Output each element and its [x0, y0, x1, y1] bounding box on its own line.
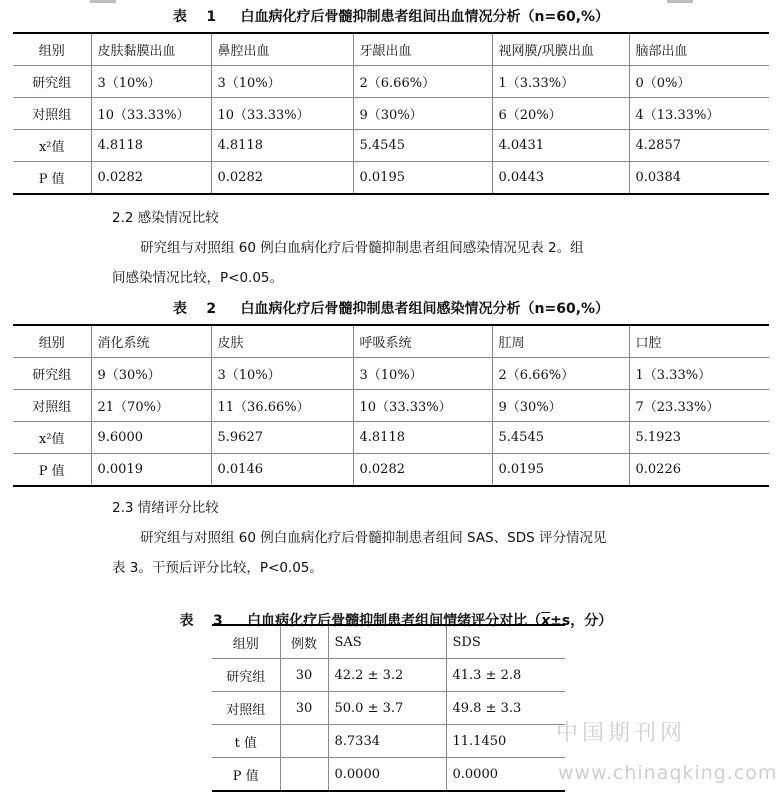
table-cell: 2（6.66%） [353, 66, 492, 98]
table-cell: 9（30%） [91, 358, 211, 390]
section22-heading: 2.2 感染情况比较 [112, 210, 219, 226]
table-cell: P 值 [212, 758, 280, 792]
table-cell: 对照组 [13, 98, 91, 130]
table3-header-row [212, 625, 565, 659]
table-cell: 9（30%） [353, 98, 492, 130]
table-cell: 4（13.33%） [629, 98, 769, 130]
column-header: 消化系统 [91, 325, 211, 358]
table-cell: 10（33.33%） [211, 98, 353, 130]
column-header: SDS [446, 625, 565, 659]
table-cell: x²值 [13, 422, 91, 454]
column-header: 视网膜/巩膜出血 [492, 33, 629, 66]
table3-caption-mean: $\overline{x}$ [541, 613, 551, 629]
table1-caption: 表 1 白血病化疗后骨髓抑制患者组间出血情况分析（n=60,%） [172, 9, 610, 25]
table-cell: 4.8118 [91, 130, 211, 162]
table-cell: 4.0431 [492, 130, 629, 162]
table-cell: 2（6.66%） [492, 358, 629, 390]
table-row [13, 66, 769, 98]
column-header: 脑部出血 [629, 33, 769, 66]
table-cell: 30 [280, 659, 328, 692]
table-cell: 8.7334 [328, 725, 446, 758]
table-row [13, 130, 769, 162]
section22-line1: 研究组与对照组 60 例白血病化疗后骨髓抑制患者组间感染情况见表 2。组 [140, 240, 584, 256]
table-cell: 0.0019 [91, 454, 211, 487]
table-cell: 3（10%） [211, 66, 353, 98]
column-header: 呼吸系统 [353, 325, 492, 358]
column-header: 皮肤黏膜出血 [91, 33, 211, 66]
table-cell: 9.6000 [91, 422, 211, 454]
table-cell: 1（3.33%） [492, 66, 629, 98]
watermark-cn: 中国期刊网 [556, 721, 687, 746]
table-cell: 50.0 ± 3.7 [328, 692, 446, 725]
table-cell: x²值 [13, 130, 91, 162]
table-cell: 5.4545 [353, 130, 492, 162]
table3-caption-prefix: 表 3 白血病化疗后骨髓抑制患者组间情绪评分对比（ [179, 613, 542, 629]
table1-header-row [13, 33, 769, 66]
table2-body [13, 325, 769, 486]
table-cell: 5.1923 [629, 422, 769, 454]
table-cell: 49.8 ± 3.3 [446, 692, 565, 725]
table-cell: 3（10%） [91, 66, 211, 98]
table-row [13, 358, 769, 390]
table-cell: 6（20%） [492, 98, 629, 130]
table-cell: 41.3 ± 2.8 [446, 659, 565, 692]
table3 [212, 624, 565, 792]
table-row [212, 659, 565, 692]
table-cell: 30 [280, 692, 328, 725]
table2 [13, 324, 769, 487]
table2-caption: 表 2 白血病化疗后骨髓抑制患者组间感染情况分析（n=60,%） [172, 301, 610, 317]
table1-body [13, 33, 769, 194]
table-cell: 4.8118 [211, 130, 353, 162]
table-cell: 0.0195 [353, 162, 492, 195]
table-cell: 5.4545 [492, 422, 629, 454]
table2-header-row [13, 325, 769, 358]
table-row [212, 758, 565, 792]
table-row [13, 98, 769, 130]
table-cell: 10（33.33%） [91, 98, 211, 130]
table-cell: 研究组 [13, 66, 91, 98]
table-cell: 5.9627 [211, 422, 353, 454]
column-header: 组别 [13, 325, 91, 358]
column-header: 肛周 [492, 325, 629, 358]
column-header: 例数 [280, 625, 328, 659]
table-cell: 3（10%） [353, 358, 492, 390]
table-cell: 对照组 [212, 692, 280, 725]
top-rule-right [667, 0, 693, 3]
column-header: SAS [328, 625, 446, 659]
table-cell: t 值 [212, 725, 280, 758]
table-cell: P 值 [13, 162, 91, 195]
watermark-url: www.chinaqking.com [558, 762, 778, 784]
table-cell: 7（23.33%） [629, 390, 769, 422]
table-cell: 0.0146 [211, 454, 353, 487]
table-cell: 对照组 [13, 390, 91, 422]
section23-heading: 2.3 情绪评分比较 [112, 500, 219, 516]
table-row [212, 692, 565, 725]
top-rule-left [90, 0, 116, 3]
table1 [13, 32, 769, 195]
table3-caption-suffix: ±s，分） [550, 613, 613, 629]
table-row [13, 390, 769, 422]
table-row [13, 422, 769, 454]
table-cell: 0.0282 [91, 162, 211, 195]
table-cell: 1（3.33%） [629, 358, 769, 390]
table-cell: 0.0384 [629, 162, 769, 195]
table-row [13, 454, 769, 487]
column-header: 组别 [212, 625, 280, 659]
column-header: 组别 [13, 33, 91, 66]
table-cell: 0.0443 [492, 162, 629, 195]
column-header: 口腔 [629, 325, 769, 358]
table-cell: 0.0226 [629, 454, 769, 487]
table-row [13, 162, 769, 195]
column-header: 皮肤 [211, 325, 353, 358]
table-cell: 0.0000 [446, 758, 565, 792]
table-cell: 0.0000 [328, 758, 446, 792]
section23-line1: 研究组与对照组 60 例白血病化疗后骨髓抑制患者组间 SAS、SDS 评分情况见 [140, 530, 607, 546]
table-cell: P 值 [13, 454, 91, 487]
table-row [212, 725, 565, 758]
table-cell: 0（0%） [629, 66, 769, 98]
table-cell: 0.0195 [492, 454, 629, 487]
column-header: 鼻腔出血 [211, 33, 353, 66]
table-cell: 4.8118 [353, 422, 492, 454]
table-cell: 0.0282 [353, 454, 492, 487]
table-cell: 11.1450 [446, 725, 565, 758]
table-cell [280, 758, 328, 792]
table-cell: 9（30%） [492, 390, 629, 422]
table-cell: 研究组 [13, 358, 91, 390]
table-cell [280, 725, 328, 758]
section23-line2: 表 3。干预后评分比较，P<0.05。 [112, 560, 323, 576]
table-cell: 0.0282 [211, 162, 353, 195]
table-cell: 11（36.66%） [211, 390, 353, 422]
table-cell: 10（33.33%） [353, 390, 492, 422]
table3-body [212, 625, 565, 791]
section22-line2: 间感染情况比较，P<0.05。 [112, 270, 284, 286]
column-header: 牙龈出血 [353, 33, 492, 66]
table-cell: 42.2 ± 3.2 [328, 659, 446, 692]
table-cell: 研究组 [212, 659, 280, 692]
table-cell: 3（10%） [211, 358, 353, 390]
table-cell: 21（70%） [91, 390, 211, 422]
table-cell: 4.2857 [629, 130, 769, 162]
